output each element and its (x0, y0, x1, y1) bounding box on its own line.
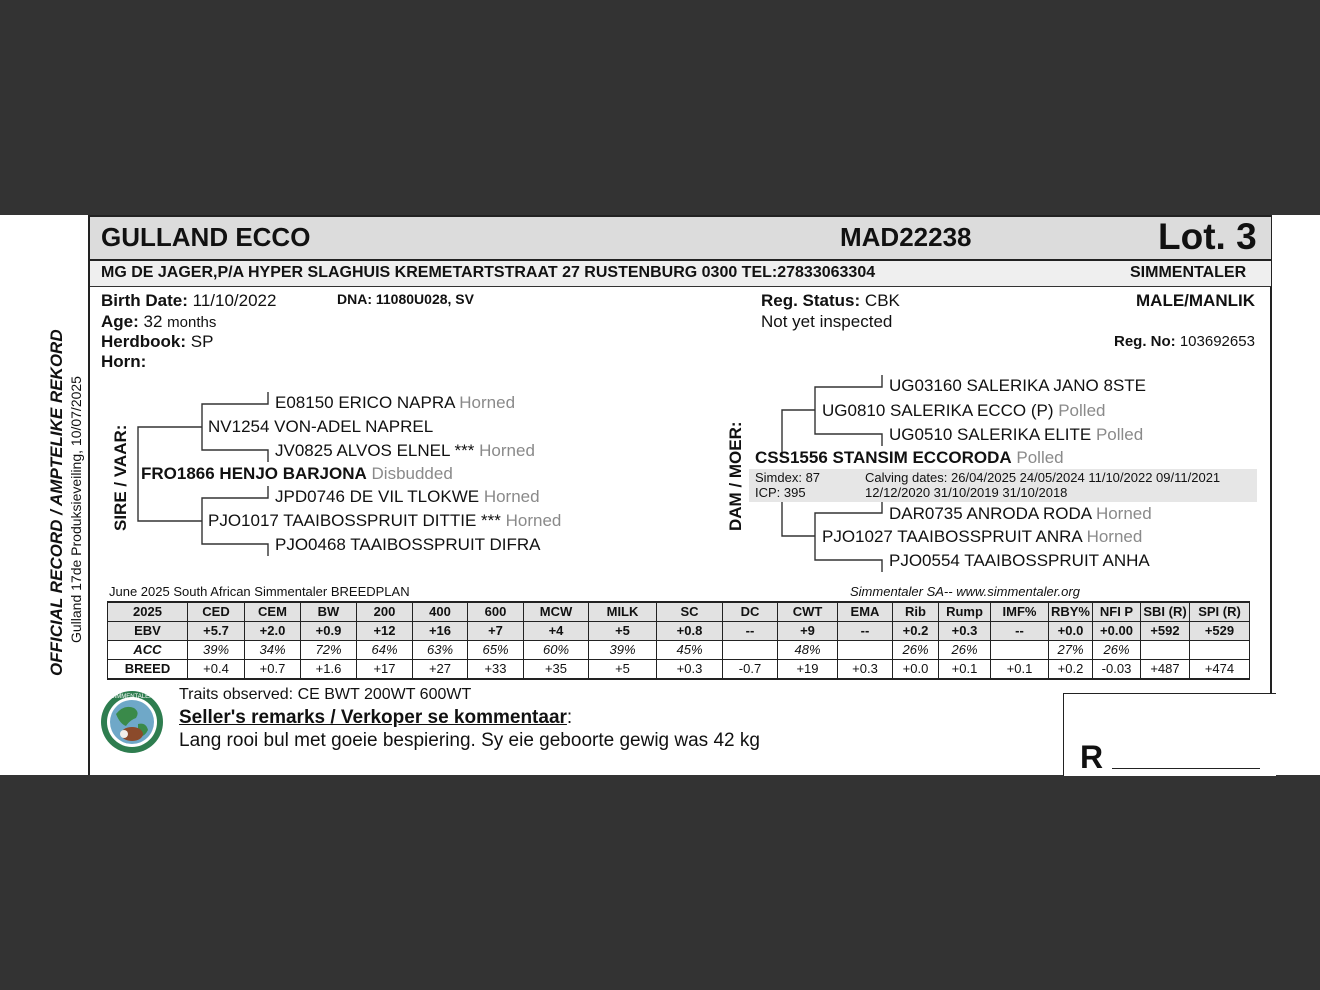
animal-name: GULLAND ECCO (101, 222, 311, 252)
ebv-breed-cell: +0.7 (245, 660, 301, 680)
ebv-header-cell: NFI P (1093, 602, 1141, 622)
horn-status: Polled (1058, 401, 1106, 420)
pedigree-name: UG0510 SALERIKA ELITE (889, 425, 1092, 444)
ebv-cell: +0.00 (1093, 622, 1141, 641)
dam-dam-sire (889, 504, 1152, 524)
horn-status: Horned (1086, 527, 1143, 546)
ebv-breed-cell: +35 (524, 660, 589, 680)
ebv-header-cell: CEM (245, 602, 301, 622)
age-label: Age: (101, 312, 139, 331)
breedplan-title: June 2025 South African Simmentaler BREEDPLAN (109, 584, 410, 599)
ebv-accuracy-cell: 39% (188, 641, 245, 660)
ebv-cell: +0.0 (1049, 622, 1093, 641)
dam-name (755, 448, 1064, 468)
herdbook-label: Herdbook: (101, 332, 186, 351)
ebv-cell: EBV (108, 622, 188, 641)
ebv-breed-cell: +19 (778, 660, 838, 680)
ebv-header-cell: SPI (R) (1190, 602, 1250, 622)
ebv-accuracy-cell (991, 641, 1049, 660)
pedigree-name: CSS1556 STANSIM ECCORODA (755, 448, 1012, 467)
ebv-breed-cell: +5 (589, 660, 657, 680)
ebv-cell: +592 (1141, 622, 1190, 641)
ebv-cell: +9 (778, 622, 838, 641)
ebv-header-cell: MCW (524, 602, 589, 622)
age-unit: months (167, 314, 217, 331)
pedigree-name: E08150 ERICO NAPRA (275, 393, 455, 412)
official-record-text: OFFICIAL RECORD / AMPTELIKE REKORD (47, 329, 66, 676)
herdbook-value: SP (190, 332, 214, 351)
dam-simdex: Simdex: 87 (755, 470, 821, 485)
ebv-breed-cell: +17 (357, 660, 413, 680)
ebv-cell: +12 (357, 622, 413, 641)
ebv-breed-cell: +0.3 (838, 660, 893, 680)
horn-label: Horn: (101, 352, 147, 371)
ebv-cell: +4 (524, 622, 589, 641)
ebv-breed-cell: +0.4 (188, 660, 245, 680)
dam-label: DAM / MOER: (726, 421, 745, 531)
ebv-breed-cell: +0.0 (893, 660, 939, 680)
ebv-breed-cell: +474 (1190, 660, 1250, 680)
horn-status: Horned (1095, 504, 1152, 523)
ebv-cell: -- (991, 622, 1049, 641)
dam-sire-sire: UG03160 SALERIKA JANO 8STE (889, 376, 1147, 395)
simmentaler-logo-icon (100, 690, 164, 754)
dam-sire (822, 401, 1105, 421)
owner-line: MG DE JAGER,P/A HYPER SLAGHUIS KREMETARTSTRAAT 27 RUSTENBURG 0300 TEL:27833063304 (101, 264, 876, 281)
ebv-accuracy-cell: 27% (1049, 641, 1093, 660)
pedigree-name: DAR0735 ANRODA RODA (889, 504, 1092, 523)
ebv-cell: +7 (468, 622, 524, 641)
sire-label: SIRE / VAAR: (111, 424, 130, 531)
horn-status: Horned (479, 441, 535, 460)
ebv-header-cell: 200 (357, 602, 413, 622)
price-input-line[interactable] (1112, 768, 1260, 769)
horn-status: Horned (459, 393, 516, 412)
ebv-accuracy-cell: 26% (1093, 641, 1141, 660)
ebv-accuracy-cell (723, 641, 778, 660)
ebv-cell: +5 (589, 622, 657, 641)
pedigree-name: UG0810 SALERIKA ECCO (P) (822, 401, 1054, 420)
ebv-cell: +529 (1190, 622, 1250, 641)
birth-date-value: 11/10/2022 (192, 291, 277, 310)
ebv-header-cell: SBI (R) (1141, 602, 1190, 622)
ebv-cell: -- (838, 622, 893, 641)
remarks-title: Seller's remarks / Verkoper se kommentaar (179, 707, 567, 728)
ebv-accuracy-cell: 60% (524, 641, 589, 660)
sire-sire-dam (275, 441, 535, 461)
lot-number: Lot. 3 (1158, 216, 1257, 257)
horn-status: Polled (1095, 425, 1144, 444)
pedigree-name: JV0825 ALVOS ELNEL *** (275, 441, 475, 460)
ebv-header-cell: DC (723, 602, 778, 622)
svg-text:SIMMENTALER: SIMMENTALER (110, 694, 154, 700)
ebv-values-row (108, 622, 1250, 641)
remarks-colon: : (566, 707, 573, 728)
reg-status-label: Reg. Status: (761, 291, 861, 310)
ebv-breed-cell: -0.7 (723, 660, 778, 680)
birth-date-label: Birth Date: (101, 291, 188, 310)
ebv-header-cell: CWT (778, 602, 838, 622)
ebv-accuracy-cell: 65% (468, 641, 524, 660)
ebv-accuracy-cell: 34% (245, 641, 301, 660)
sire-dam-dam: PJO0468 TAAIBOSSPRUIT DIFRA (275, 535, 541, 554)
ebv-header-cell: RBY% (1049, 602, 1093, 622)
breedplan-website: Simmentaler SA-- www.simmentaler.org (850, 584, 1080, 599)
ebv-breed-cell: +0.1 (939, 660, 991, 680)
calving-dates-line2: 12/12/2020 31/10/2019 31/10/2018 (865, 485, 1068, 500)
ebv-breed-cell: +0.1 (991, 660, 1049, 680)
ebv-breed-average-row (108, 660, 1250, 680)
ebv-cell: +0.9 (301, 622, 357, 641)
pedigree-name: PJO1027 TAAIBOSSPRUIT ANRA (822, 527, 1082, 546)
sire-dam (208, 511, 561, 531)
ebv-header-cell: CED (188, 602, 245, 622)
remarks-text: Lang rooi bul met goeie bespiering. Sy eie geboorte gewig was 42 kg (179, 730, 760, 751)
horn-status: Horned (483, 487, 540, 506)
sire-dam-sire (275, 487, 540, 507)
ebv-accuracy-cell: 63% (413, 641, 468, 660)
ebv-accuracy-cell: ACC (108, 641, 188, 660)
dna-info: DNA: 11080U028, SV (337, 291, 474, 307)
ebv-breed-cell: +33 (468, 660, 524, 680)
ebv-accuracy-cell: 39% (589, 641, 657, 660)
ebv-breed-cell: +27 (413, 660, 468, 680)
pedigree-name: JPD0746 DE VIL TLOKWE (275, 487, 480, 506)
dam-icp: ICP: 395 (755, 485, 806, 500)
ebv-cell: +5.7 (188, 622, 245, 641)
ebv-header-cell: SC (657, 602, 723, 622)
sire-sire-sire (275, 393, 515, 413)
ebv-cell: +16 (413, 622, 468, 641)
sale-info-text: Gulland 17de Produksieveiling, 10/07/2025 (68, 376, 84, 643)
ebv-header-cell: BW (301, 602, 357, 622)
traits-observed: Traits observed: CE BWT 200WT 600WT (179, 686, 472, 703)
horn-status: Polled (1016, 448, 1064, 467)
ebv-cell: +2.0 (245, 622, 301, 641)
sex: MALE/MANLIK (1136, 291, 1255, 310)
ebv-accuracy-cell: 45% (657, 641, 723, 660)
dam-sire-dam (889, 425, 1143, 445)
remarks-heading (179, 707, 572, 729)
ebv-accuracy-row (108, 641, 1250, 660)
ebv-accuracy-cell: 48% (778, 641, 838, 660)
horn-status: Disbudded (371, 464, 453, 483)
age-value: 32 (143, 312, 163, 331)
ebv-cell: +0.2 (893, 622, 939, 641)
ebv-cell: +0.3 (939, 622, 991, 641)
ebv-header-cell: 600 (468, 602, 524, 622)
ebv-breed-cell: +0.3 (657, 660, 723, 680)
ebv-header-cell: MILK (589, 602, 657, 622)
ebv-header-cell: IMF% (991, 602, 1049, 622)
calving-dates-line1: Calving dates: 26/04/2025 24/05/2024 11/10/2022 09/11/2021 (865, 470, 1221, 485)
inspection-status: Not yet inspected (761, 312, 893, 331)
reg-status-value: CBK (864, 291, 900, 310)
ebv-header-cell: 2025 (108, 602, 188, 622)
ebv-accuracy-cell (838, 641, 893, 660)
reg-no-value: 103692653 (1179, 333, 1255, 350)
ebv-accuracy-cell (1190, 641, 1250, 660)
ebv-cell: +0.8 (657, 622, 723, 641)
ebv-breed-cell: +0.2 (1049, 660, 1093, 680)
animal-id: MAD22238 (840, 222, 972, 252)
sire-name (141, 464, 453, 484)
ebv-breed-cell: -0.03 (1093, 660, 1141, 680)
dam-dam-dam: PJO0554 TAAIBOSSPRUIT ANHA (889, 551, 1150, 570)
ebv-header-cell: Rib (893, 602, 939, 622)
dam-dam (822, 527, 1142, 547)
ebv-cell: -- (723, 622, 778, 641)
ebv-breed-cell: BREED (108, 660, 188, 680)
ebv-accuracy-cell: 64% (357, 641, 413, 660)
ebv-header-cell: 400 (413, 602, 468, 622)
ebv-header-cell: Rump (939, 602, 991, 622)
breed-name: SIMMENTALER (1130, 264, 1247, 281)
ebv-header-row (108, 602, 1250, 622)
pedigree-name: FRO1866 HENJO BARJONA (141, 464, 367, 483)
ebv-accuracy-cell (1141, 641, 1190, 660)
ebv-breed-cell: +1.6 (301, 660, 357, 680)
ebv-breed-cell: +487 (1141, 660, 1190, 680)
ebv-header-cell: EMA (838, 602, 893, 622)
reg-no-label: Reg. No: (1114, 333, 1176, 350)
ebv-table (107, 601, 1250, 680)
price-currency-label: R (1080, 739, 1104, 775)
pedigree-name: PJO1017 TAAIBOSSPRUIT DITTIE *** (208, 511, 501, 530)
ebv-accuracy-cell: 72% (301, 641, 357, 660)
ebv-accuracy-cell: 26% (939, 641, 991, 660)
sire-sire: NV1254 VON-ADEL NAPREL (208, 417, 434, 436)
ebv-accuracy-cell: 26% (893, 641, 939, 660)
horn-status: Horned (505, 511, 562, 530)
